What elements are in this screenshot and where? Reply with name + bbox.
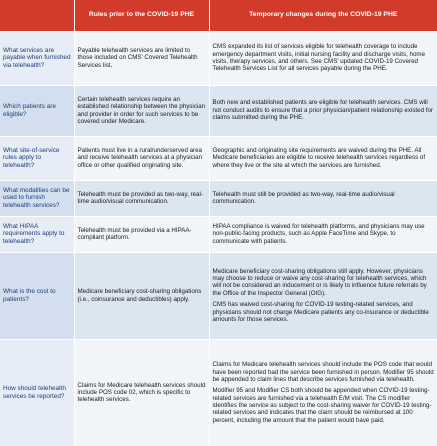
row-prior-rule: Claims for Medicare telehealth services should include POS code 02, which is specific to telehealth services. xyxy=(74,339,209,446)
row-question: What is the cost to patients? xyxy=(0,252,74,339)
row-prior-rule: Payable telehealth services are limited to those included on CMS' Covered Telehealth Services list. xyxy=(74,31,209,85)
row-question: What services are payable when furnished via telehealth? xyxy=(0,31,74,85)
row-temporary-change xyxy=(209,31,437,85)
table-row xyxy=(0,252,437,339)
table-row xyxy=(0,180,437,216)
change-paragraph: Telehealth must still be provided as two-way, real-time audio/visual communication. xyxy=(212,190,395,205)
row-temporary-change xyxy=(209,85,437,136)
table-row xyxy=(0,85,437,136)
row-question: Which patients are eligible? xyxy=(0,85,74,136)
row-question: What modalities can be used to furnish telehealth services? xyxy=(0,180,74,216)
table-row xyxy=(0,31,437,85)
change-paragraph: Medicare beneficiary cost-sharing obligations still apply. However, physicians may choose to reduce or waive any cost-sharing for telehealth services, which will not be considered an inducement or is likely to influence future referrals by the Office of the Inspector General (OIG). xyxy=(212,267,427,297)
change-paragraph: CMS has waived cost-sharing for COVID-19 testing-related services, and physicians should not charge Medicare patients any co-insurance or deductible amounts for those services. xyxy=(212,301,429,323)
table-row xyxy=(0,216,437,252)
row-temporary-change xyxy=(209,136,437,180)
header-prior-rules: Rules prior to the COVID-19 PHE xyxy=(74,0,209,31)
table-header-row xyxy=(0,0,437,31)
row-question: How should telehealth services be reported? xyxy=(0,339,74,446)
row-temporary-change xyxy=(209,252,437,339)
header-temporary-changes: Temporary changes during the COVID-19 PHE xyxy=(209,0,437,31)
row-prior-rule: Certain telehealth services require an established relationship between the physician and provider in order for such services to be covered under Medicare. xyxy=(74,85,209,136)
table-row xyxy=(0,136,437,180)
row-prior-rule: Telehealth must be provided via a HIPAA-compliant platform. xyxy=(74,216,209,252)
table-body xyxy=(0,31,437,446)
change-paragraph: Both new and established patients are eligible for telehealth services. CMS will not conduct audits to ensure that a prior physician/patient relationship existed for claims submitted during the PHE. xyxy=(212,99,433,122)
change-paragraph: HIPAA compliance is waived for telehealth platforms, and physicians may use non-public-facing products, such as Apple FaceTime and Skype, to communicate with patients. xyxy=(212,222,425,245)
change-paragraph: CMS expanded its list of services eligible for telehealth coverage to include emergency department visits, initial nursing facility and discharge visits, home visits, therapy services, and others. See CMS' updated COVID-19 Covered Telehealth Services List for all services payable during the PHE. xyxy=(212,43,426,73)
change-paragraph: Claims for Medicare telehealth services should include the POS code that would have been reported had the service been furnished in person. Modifier 95 should be appended to claim lines that describe services furnished via telehealth. xyxy=(212,361,434,384)
row-prior-rule: Medicare beneficiary cost-sharing obligations (i.e., coinsurance and deductibles) apply. xyxy=(74,252,209,339)
row-temporary-change xyxy=(209,339,437,446)
row-question: What site-of-service rules apply to telehealth? xyxy=(0,136,74,180)
row-temporary-change xyxy=(209,216,437,252)
change-paragraph: Geographic and originating site requirements are waived during the PHE. All Medicare beneficiaries are eligible to receive telehealth services regardless of where they live or the site at which the services are furnished. xyxy=(212,146,426,169)
row-question: What HIPAA requirements apply to telehealth? xyxy=(0,216,74,252)
row-prior-rule: Telehealth must be provided as two-way, real-time audio/visual communication. xyxy=(74,180,209,216)
header-question-column xyxy=(0,0,74,31)
row-prior-rule: Patients must live in a rural/underserved area and receive telehealth services at a physician office or other qualified originating site. xyxy=(74,136,209,180)
change-paragraph: Modifier 95 and Modifier CS both should be appended when COVID-19 testing-related services are furnished via a telehealth E/M visit. The CS modifier identifies the service as subject to the cost-sharing waiver for COVID-19 testing-related services and indicates that the claim should be reimbursed at 100 percent, including the amount that the patient would have paid. xyxy=(212,387,432,424)
table-row xyxy=(0,339,437,446)
row-temporary-change xyxy=(209,180,437,216)
